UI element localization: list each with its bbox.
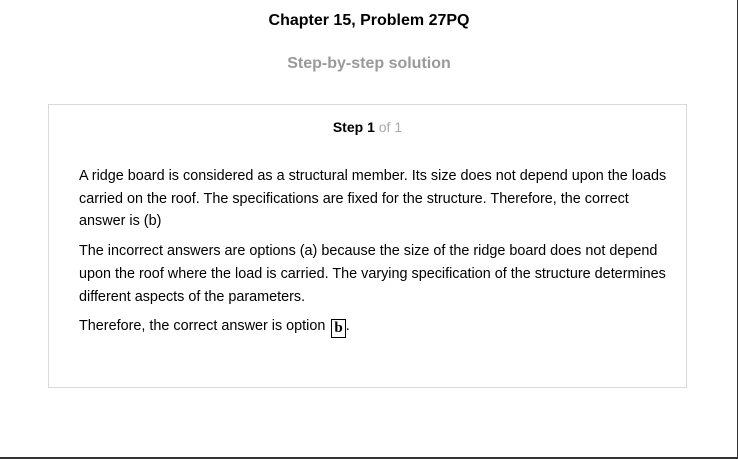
chapter-title: Chapter 15, Problem 27PQ <box>268 12 470 29</box>
step-card <box>48 104 687 388</box>
answer-box: b <box>331 319 345 338</box>
step-paragraph: The incorrect answers are options (a) because the size of the ridge board does not depend upon the roof where the load is carried. The varying specification of the structure determines different aspects of the parameters. <box>79 243 666 305</box>
step-body <box>79 165 669 345</box>
step-label: Step <box>332 119 364 135</box>
conclusion-text: Therefore, the correct answer is option <box>79 318 326 335</box>
step-conclusion <box>79 315 669 338</box>
conclusion-period: . <box>345 318 350 335</box>
step-total: 1 <box>394 119 403 135</box>
step-header <box>49 119 686 135</box>
step-of-label: of <box>378 119 391 135</box>
step-number: 1 <box>367 119 375 135</box>
solution-subtitle: Step-by-step solution <box>287 55 451 72</box>
step-paragraph: A ridge board is considered as a structural member. Its size does not depend upon the loads carried on the roof. The specifications are fixed for the structure. Therefore, the correct answer is (b) <box>79 168 667 230</box>
